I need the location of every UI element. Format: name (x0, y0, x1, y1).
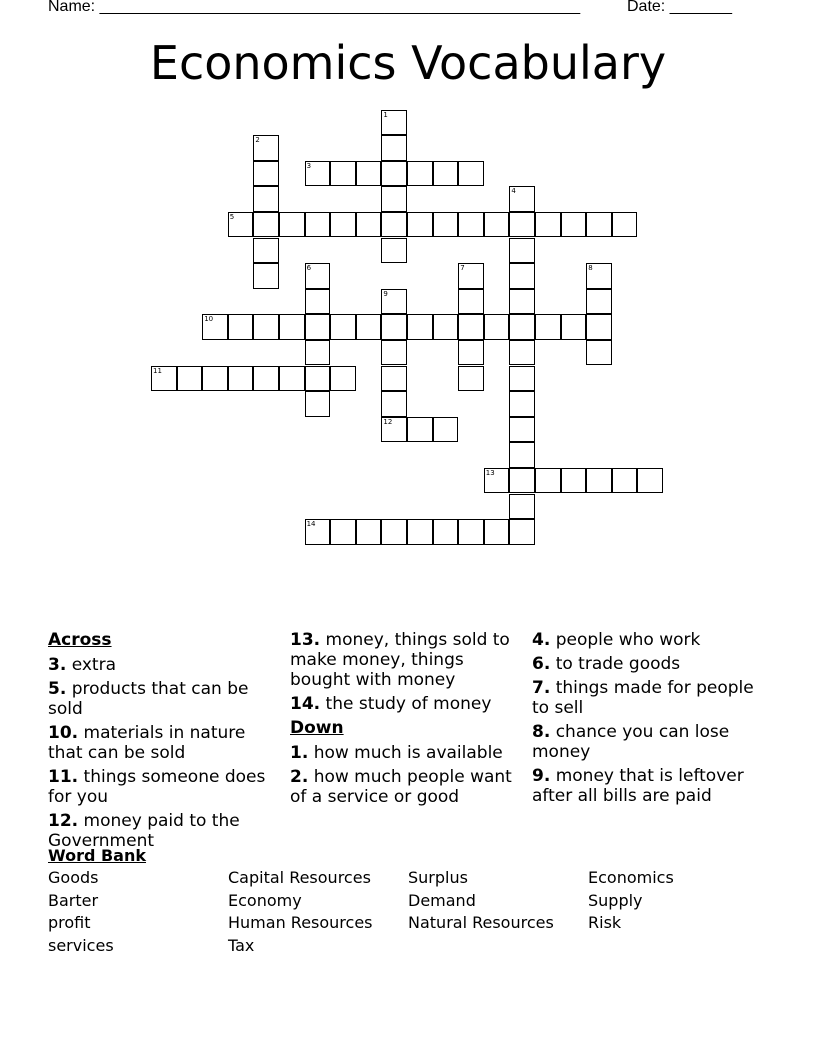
crossword-cell (509, 391, 535, 417)
crossword-cell (509, 442, 535, 468)
crossword-cell (381, 340, 407, 366)
crossword-cell (509, 289, 535, 315)
clue-across-10 (48, 723, 280, 763)
crossword-cell (279, 212, 305, 238)
crossword-cell (356, 212, 382, 238)
crossword-cell (228, 366, 254, 392)
clue-down-9 (532, 766, 768, 806)
crossword-cell (586, 212, 612, 238)
crossword-cell (228, 314, 254, 340)
crossword-cell (330, 212, 356, 238)
crossword-cell (407, 161, 433, 187)
page-title: Economics Vocabulary (149, 36, 667, 90)
crossword-cell (330, 161, 356, 187)
clues-column-3 (532, 630, 768, 810)
crossword-cell (305, 161, 331, 187)
crossword-cell (305, 519, 331, 545)
crossword-cell (458, 212, 484, 238)
crossword-cell (509, 186, 535, 212)
crossword-cell (305, 391, 331, 417)
clue-number: 8. (532, 722, 551, 742)
word-bank-item: Economy (228, 891, 302, 910)
crossword-cell (330, 314, 356, 340)
down-heading: Down (290, 718, 344, 738)
crossword-cell (253, 212, 279, 238)
crossword-cell (381, 110, 407, 136)
clue-text: money that is leftover after all bills are paid (532, 766, 744, 806)
crossword-cell (535, 212, 561, 238)
crossword-cell (305, 263, 331, 289)
crossword-cell (356, 519, 382, 545)
clue-number: 7. (532, 678, 551, 698)
crossword-cell (509, 314, 535, 340)
word-bank-item: profit (48, 913, 91, 932)
word-bank-item: Surplus (408, 868, 468, 887)
crossword-cell (484, 468, 510, 494)
cell-number: 8 (588, 264, 593, 273)
crossword-cell (458, 289, 484, 315)
cell-number: 7 (460, 264, 465, 273)
crossword-cell (561, 212, 587, 238)
crossword-cell (509, 212, 535, 238)
clue-text: extra (71, 655, 116, 675)
crossword-cell (253, 366, 279, 392)
clue-number: 12. (48, 811, 79, 831)
crossword-cell (586, 289, 612, 315)
name-field-line: Name: ______________________________________________________ (48, 0, 581, 15)
clue-text: how much is available (313, 743, 503, 763)
crossword-cell (535, 314, 561, 340)
crossword-cell (484, 314, 510, 340)
crossword-cell (381, 238, 407, 264)
word-bank-item: Human Resources (228, 913, 373, 932)
crossword-cell (586, 340, 612, 366)
clue-text: things made for people to sell (532, 678, 754, 718)
word-bank-item: Barter (48, 891, 99, 910)
cell-number: 13 (485, 468, 495, 477)
crossword-cell (356, 161, 382, 187)
clue-across-14 (290, 694, 522, 714)
clue-number: 5. (48, 679, 67, 699)
crossword-cell (509, 468, 535, 494)
crossword-cell (381, 314, 407, 340)
crossword-cell (458, 519, 484, 545)
clues-column-2 (290, 630, 522, 811)
clue-number: 3. (48, 655, 67, 675)
crossword-cell (407, 212, 433, 238)
word-bank-item: Supply (588, 891, 643, 910)
word-bank-heading: Word Bank (48, 846, 147, 865)
clue-number: 4. (532, 630, 551, 650)
clue-text: money, things sold to make money, things bought with money (290, 630, 510, 690)
crossword-cell (509, 494, 535, 520)
clue-down-6 (532, 654, 768, 674)
crossword-cell (253, 314, 279, 340)
crossword-cell (433, 212, 459, 238)
clue-number: 11. (48, 767, 79, 787)
crossword-cell (433, 417, 459, 443)
word-bank-item: services (48, 936, 114, 955)
clue-number: 6. (532, 654, 551, 674)
crossword-cell (535, 468, 561, 494)
crossword-cell (305, 212, 331, 238)
clue-number: 1. (290, 743, 309, 763)
clue-text: to trade goods (555, 654, 681, 674)
crossword-cell (202, 314, 228, 340)
crossword-cell (381, 417, 407, 443)
crossword-cell (253, 135, 279, 161)
crossword-cell (612, 212, 638, 238)
crossword-cell (407, 417, 433, 443)
clue-number: 14. (290, 694, 321, 714)
word-bank-item: Economics (588, 868, 674, 887)
clue-across-12 (48, 811, 280, 851)
crossword-cell (637, 468, 663, 494)
cell-number: 9 (383, 289, 388, 298)
crossword-cell (381, 391, 407, 417)
crossword-cell (228, 212, 254, 238)
clue-text: the study of money (325, 694, 492, 714)
word-bank-item: Demand (408, 891, 476, 910)
cell-number: 4 (511, 187, 516, 196)
crossword-cell (509, 263, 535, 289)
crossword-cell (509, 366, 535, 392)
crossword-cell (381, 212, 407, 238)
word-bank-item: Goods (48, 868, 99, 887)
clue-across-13 (290, 630, 522, 690)
crossword-cell (561, 314, 587, 340)
clue-text: products that can be sold (48, 679, 249, 719)
crossword-cell (381, 519, 407, 545)
crossword-cell (612, 468, 638, 494)
crossword-cell (381, 161, 407, 187)
crossword-cell (202, 366, 228, 392)
cell-number: 11 (153, 366, 162, 375)
clue-text: things someone does for you (48, 767, 266, 807)
clues-column-1 (48, 630, 280, 855)
crossword-cell (305, 366, 331, 392)
date-field-line: Date: _______ (627, 0, 732, 15)
clue-down-1 (290, 743, 522, 763)
word-bank-item: Risk (588, 913, 622, 932)
crossword-cell (279, 366, 305, 392)
word-bank-item: Tax (228, 936, 255, 955)
crossword-cell (253, 263, 279, 289)
across-heading: Across (48, 630, 112, 650)
crossword-cell (586, 263, 612, 289)
crossword-cell (458, 161, 484, 187)
crossword-cell (305, 340, 331, 366)
clue-across-5 (48, 679, 280, 719)
crossword-cell (253, 186, 279, 212)
cell-number: 1 (383, 110, 388, 119)
crossword-cell (407, 314, 433, 340)
crossword-cell (381, 289, 407, 315)
cell-number: 12 (383, 417, 393, 426)
crossword-cell (177, 366, 203, 392)
crossword-cell (279, 314, 305, 340)
crossword-cell (586, 468, 612, 494)
clue-down-4 (532, 630, 768, 650)
crossword-cell (433, 161, 459, 187)
clue-number: 2. (290, 767, 309, 787)
clue-across-11 (48, 767, 280, 807)
clue-down-7 (532, 678, 768, 718)
crossword-cell (509, 238, 535, 264)
clue-text: materials in nature that can be sold (48, 723, 246, 763)
crossword-cell (381, 135, 407, 161)
crossword-cell (509, 340, 535, 366)
crossword-cell (458, 314, 484, 340)
crossword-cell (407, 519, 433, 545)
clue-down-2 (290, 767, 522, 807)
cell-number: 5 (229, 212, 235, 221)
crossword-cell (561, 468, 587, 494)
clue-text: how much people want of a service or good (290, 767, 512, 807)
clue-text: money paid to the Government (48, 811, 240, 851)
clue-number: 10. (48, 723, 79, 743)
crossword-cell (330, 519, 356, 545)
crossword-cell (381, 366, 407, 392)
crossword-cell (356, 314, 382, 340)
crossword-cell (151, 366, 177, 392)
crossword-cell (509, 417, 535, 443)
crossword-cell (305, 289, 331, 315)
cell-number: 2 (255, 136, 260, 145)
crossword-cell (330, 366, 356, 392)
crossword-cell (458, 366, 484, 392)
crossword-cell (458, 263, 484, 289)
crossword-cell (305, 314, 331, 340)
clue-number: 13. (290, 630, 321, 650)
crossword-cell (253, 161, 279, 187)
cell-number: 6 (306, 264, 312, 273)
word-bank-item: Natural Resources (408, 913, 554, 932)
clue-number: 9. (532, 766, 551, 786)
clue-text: chance you can lose money (532, 722, 730, 762)
crossword-cell (433, 314, 459, 340)
clue-across-3 (48, 655, 280, 675)
clue-down-8 (532, 722, 768, 762)
word-bank-item: Capital Resources (228, 868, 371, 887)
cell-number: 3 (306, 161, 312, 170)
crossword-cell (484, 519, 510, 545)
crossword-cell (509, 519, 535, 545)
clue-text: people who work (555, 630, 701, 650)
crossword-cell (484, 212, 510, 238)
crossword-cell (381, 186, 407, 212)
cell-number: 10 (204, 315, 214, 324)
crossword-cell (458, 340, 484, 366)
crossword-cell (586, 314, 612, 340)
crossword-cell (253, 238, 279, 264)
crossword-cell (433, 519, 459, 545)
cell-number: 14 (306, 520, 316, 529)
